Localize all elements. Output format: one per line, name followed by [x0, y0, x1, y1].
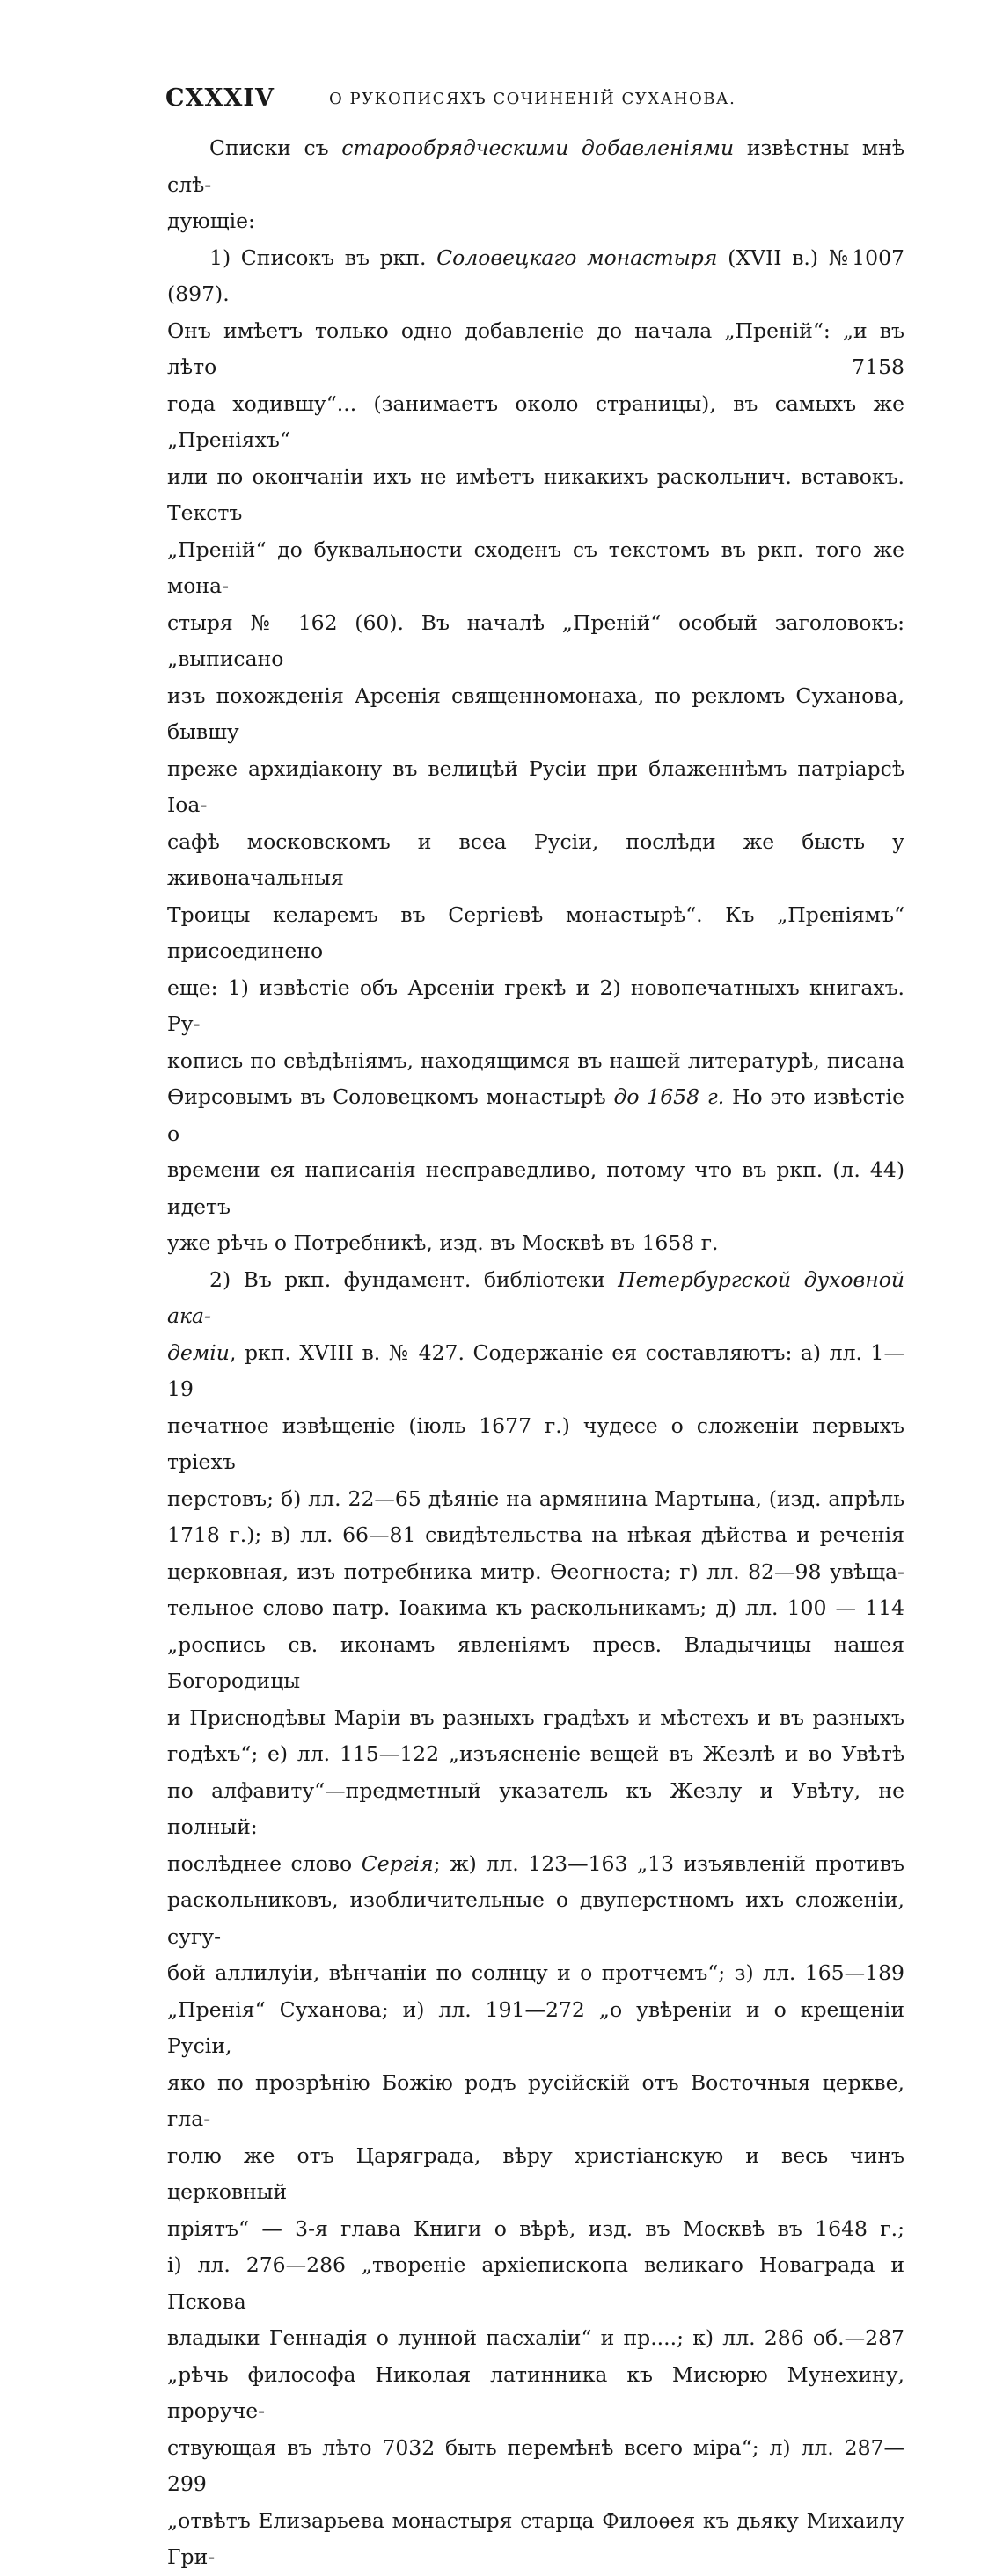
- text-line: церковная, изъ потребника митр. Ѳеогноста; г) лл. 82—98 увѣща-: [167, 1558, 904, 1584]
- text-line: года ходившу“... (занимаетъ около страницы), въ самыхъ же „Преніяхъ“: [167, 390, 904, 452]
- text-line: яко по прозрѣнію Божію родъ русійскій отъ Восточныя церкве, гла-: [167, 2069, 904, 2131]
- page-header: [165, 84, 922, 120]
- body-text: [167, 130, 904, 2576]
- text-line: ствующая въ лѣто 7032 быть перемѣнѣ всего міра“; л) лл. 287—299: [167, 2434, 904, 2496]
- text-line: копись по свѣдѣніямъ, находящимся въ нашей литературѣ, писана: [167, 1047, 904, 1073]
- text-line: деміи, ркп. XVIII в. № 427. Содержаніе ея составляютъ: а) лл. 1—19: [167, 1339, 904, 1401]
- text-line: времени ея написанія несправедливо, потому что въ ркп. (л. 44) идетъ: [167, 1157, 904, 1219]
- text-line: раскольниковъ, изобличительные о двуперстномъ ихъ сложеніи, сугу-: [167, 1887, 904, 1949]
- running-title: О РУКОПИСЯХЪ СОЧИНЕНІЙ СУХАНОВА.: [329, 90, 736, 108]
- text-line: і) лл. 276—286 „твореніе архіепископа великаго Новаграда и Пскова: [167, 2252, 904, 2314]
- text-line: Списки съ старообрядческими добавленіями извѣстны мнѣ слѣ-: [167, 135, 905, 197]
- text-line: по алфавиту“—предметный указатель къ Жезлу и Увѣту, не полный:: [167, 1777, 904, 1839]
- text-line: 2) Въ ркп. фундамент. библіотеки Петербургской духовной ака-: [167, 1266, 904, 1328]
- text-line: послѣднее слово Сергія; ж) лл. 123—163 „13 изъявленій противъ: [167, 1850, 905, 1876]
- text-line: печатное извѣщеніе (іюль 1677 г.) чудесе о сложеніи первыхъ тріехъ: [167, 1412, 904, 1474]
- text-line: владыки Геннадія о лунной пасхаліи“ и пр....; к) лл. 286 об.—287: [167, 2325, 904, 2350]
- text-line: годѣхъ“; е) лл. 115—122 „изъясненіе вещей въ Жезлѣ и во Увѣтѣ: [167, 1741, 904, 1766]
- text-line: „роспись св. иконамъ явленіямъ пресв. Владычицы нашея Богородицы: [167, 1631, 904, 1693]
- text-line: „Преній“ до буквальности сходенъ съ текстомъ въ ркп. того же мона-: [167, 536, 904, 598]
- page-number: CXXXIV: [165, 84, 275, 112]
- text-line: Ѳирсовымъ въ Соловецкомъ монастырѣ до 1658 г. Но это извѣстіе о: [167, 1084, 904, 1146]
- text-line: и Приснодѣвы Маріи въ разныхъ градѣхъ и мѣстехъ и въ разныхъ: [167, 1704, 904, 1730]
- text-line: пріятъ“ — 3-я глава Книги о вѣрѣ, изд. въ Москвѣ въ 1648 г.;: [167, 2215, 904, 2241]
- text-line: изъ похожденія Арсенія священномонаха, по рекломъ Суханова, бывшу: [167, 682, 904, 744]
- text-line: 1) Списокъ въ ркп. Соловецкаго монастыря (XVII в.) №1007 (897).: [167, 244, 904, 306]
- text-line: уже рѣчь о Потребникѣ, изд. въ Москвѣ въ 1658 г.: [167, 1230, 719, 1255]
- text-line: „отвѣтъ Елизарьева монастыря старца Филоѳея къ дьяку Михаилу Гри-: [167, 2507, 904, 2569]
- text-line: сафѣ московскомъ и всеа Русіи, послѣди же бысть у живоначальныя: [167, 828, 904, 890]
- text-line: бой аллилуіи, вѣнчаніи по солнцу и о протчемъ“; з) лл. 165—189: [167, 1960, 904, 1985]
- text-line: голю же отъ Царяграда, вѣру христіанскую и весь чинъ церковный: [167, 2142, 904, 2204]
- text-line: перстовъ; б) лл. 22—65 дѣяніе на армянина Мартына, (изд. апрѣль: [167, 1485, 904, 1511]
- text-line: 1718 г.); в) лл. 66—81 свидѣтельства на нѣкая дѣйства и реченія: [167, 1522, 904, 1547]
- text-line: тельное слово патр. Іоакима къ раскольникамъ; д) лл. 100 — 114: [167, 1595, 904, 1620]
- text-line: дующіе:: [167, 208, 255, 233]
- text-line: Онъ имѣетъ только одно добавленіе до начала „Преній“: „и въ лѣто 7158: [167, 317, 904, 379]
- text-line: стыря № 162 (60). Въ началѣ „Преній“ особый заголовокъ: „выписано: [167, 609, 904, 671]
- text-line: „рѣчь философа Николая латинника къ Мисюрю Мунехину, проруче-: [167, 2361, 904, 2423]
- text-line: „Пренія“ Суханова; и) лл. 191—272 „о увѣреніи и о крещеніи Русіи,: [167, 1996, 904, 2058]
- text-line: Троицы келаремъ въ Сергіевѣ монастырѣ“. Къ „Преніямъ“ присоединено: [167, 901, 904, 963]
- text-line: или по окончаніи ихъ не имѣетъ никакихъ раскольнич. вставокъ. Текстъ: [167, 463, 904, 525]
- text-line: еще: 1) извѣстіе объ Арсеніи грекѣ и 2) новопечатныхъ книгахъ. Ру-: [167, 974, 904, 1036]
- text-line: преже архидіакону въ велицѣй Русіи при блаженнѣмъ патріарсѣ Іоа-: [167, 755, 904, 817]
